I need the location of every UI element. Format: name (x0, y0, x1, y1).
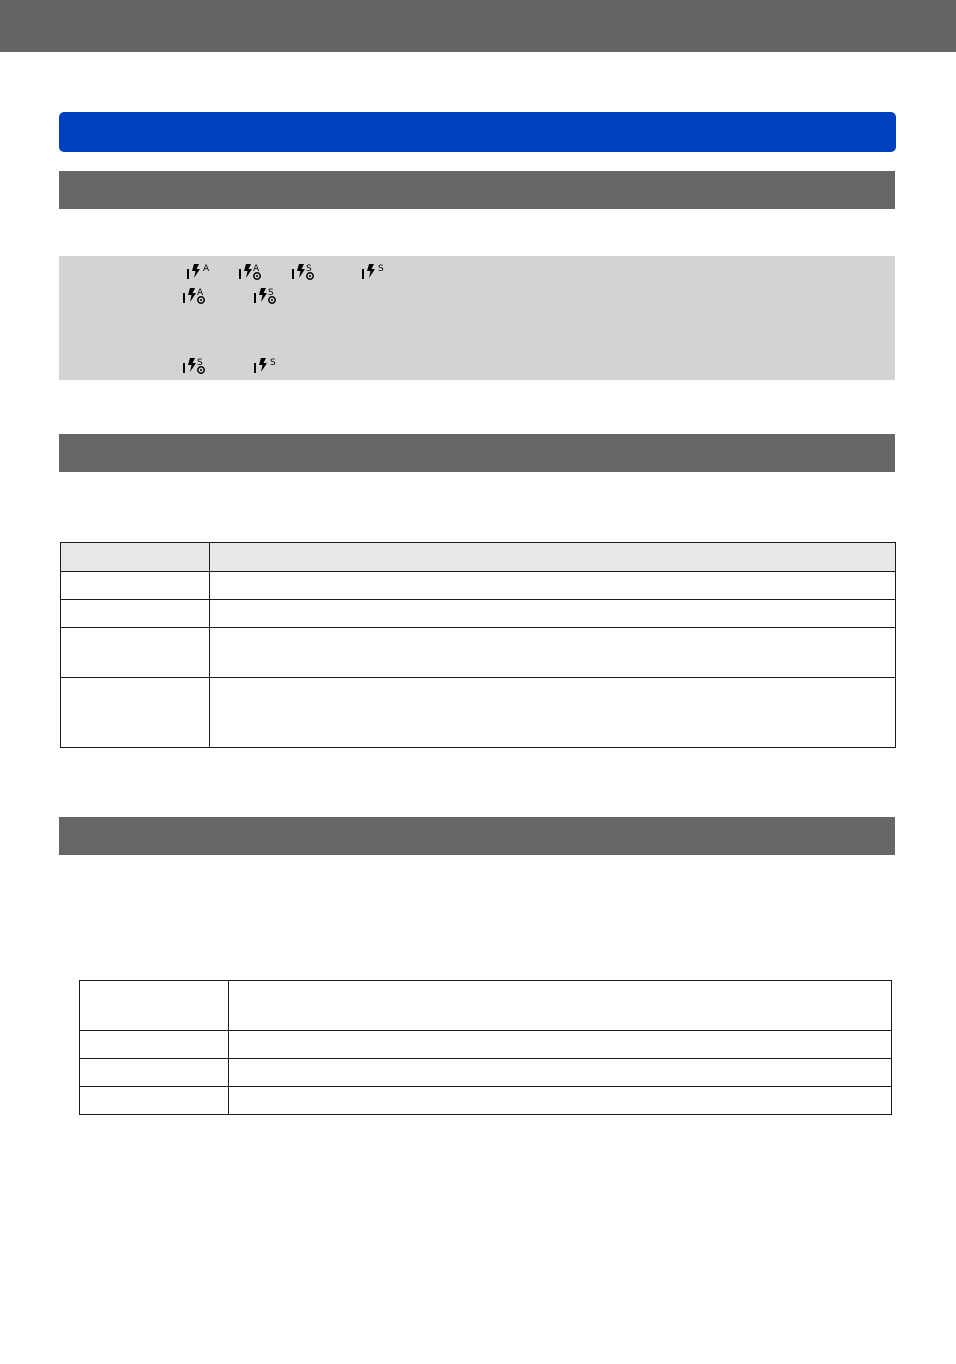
table-cell (61, 628, 210, 678)
table-cell (210, 678, 896, 748)
flash-slow-icon (253, 356, 279, 374)
table-cell (210, 572, 896, 600)
chapter-header-bar (59, 112, 896, 152)
svg-text:S: S (306, 264, 312, 274)
table-row (80, 1031, 892, 1059)
table-row (61, 572, 896, 600)
top-bar (0, 0, 956, 52)
table-cell (80, 1059, 229, 1087)
table-cell (61, 543, 210, 572)
table-cell (61, 600, 210, 628)
table-cell (229, 981, 892, 1031)
table-cell (80, 1031, 229, 1059)
table-cell (61, 572, 210, 600)
svg-text:S: S (378, 264, 384, 274)
section-header-2 (59, 434, 895, 472)
table-cell (229, 1031, 892, 1059)
table-cell (210, 600, 896, 628)
flash-auto-redeye-icon (182, 286, 210, 306)
flash-slow-icon (361, 262, 387, 280)
table-cell (210, 543, 896, 572)
table-row (80, 981, 892, 1031)
svg-text:A: A (253, 264, 260, 274)
note-box (59, 256, 895, 380)
flash-auto-redeye-icon (238, 262, 266, 282)
table-row (61, 628, 896, 678)
table-cell (80, 1087, 229, 1115)
table-cell (80, 981, 229, 1031)
table-cell (229, 1087, 892, 1115)
table-cell (210, 628, 896, 678)
svg-text:A: A (203, 264, 210, 274)
table-row (80, 1087, 892, 1115)
flash-slow-redeye-icon (253, 286, 281, 306)
svg-text:S: S (270, 358, 276, 368)
settings-table-2 (79, 980, 892, 1115)
svg-text:S: S (268, 288, 274, 298)
flash-auto-icon (186, 262, 212, 280)
table-row (61, 678, 896, 748)
table-cell (229, 1059, 892, 1087)
table-row (61, 600, 896, 628)
flash-slow-redeye-icon (182, 356, 210, 376)
table-cell (61, 678, 210, 748)
table-header-row (61, 543, 896, 572)
section-header-1 (59, 171, 895, 209)
section-header-3 (59, 817, 895, 855)
svg-text:A: A (197, 288, 204, 298)
table-row (80, 1059, 892, 1087)
svg-text:S: S (197, 358, 203, 368)
settings-table-1 (60, 542, 896, 748)
flash-slow-redeye-icon (291, 262, 319, 282)
